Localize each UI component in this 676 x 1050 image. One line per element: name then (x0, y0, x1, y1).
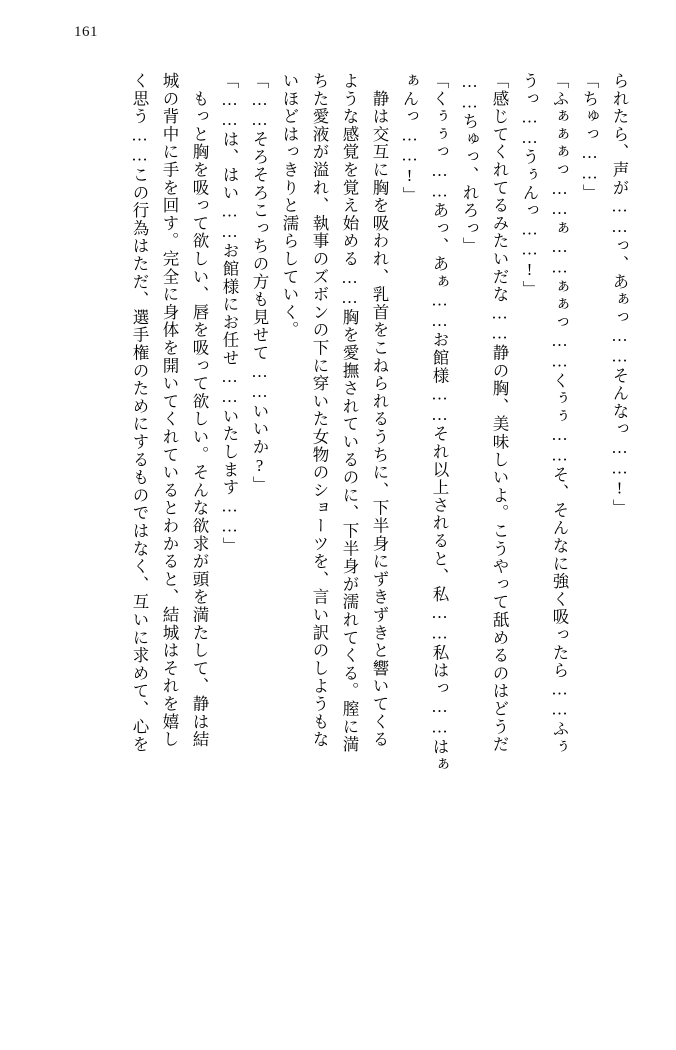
text-column: 「……そろそろこっちの方も見せて……いいか?」 (250, 72, 269, 494)
text-column: 城の背中に手を回す。完全に身体を開いてくれているとわかると、結城はそれを嬉し (160, 72, 179, 749)
text-column: ぁんっ……!」 (400, 72, 419, 205)
text-column: 「感じてくれてるみたいだな……静の胸、美味しいよ。こうやって舐めるのはどうだ (490, 72, 509, 754)
text-column: ちた愛液が溢れ、執事のズボンの下に穿いた女物のショーツを、言い訳のしようもな (310, 72, 329, 749)
page-number: 161 (74, 24, 98, 40)
text-column: いほどはっきりと濡らしていく。 (280, 72, 299, 339)
text-column: 静は交互に胸を吸われ、乳首をこねられるうちに、下半身にずきずきと響いてくる (370, 72, 389, 749)
text-column: ような感覚を覚え始める……胸を愛撫されているのに、下半身が濡れてくる。膣に満 (340, 72, 359, 754)
text-column: ……ちゅっ、れろっ」 (460, 72, 479, 255)
text-column: く思う……この行為はただ、選手権のためにするものではなく、互いに求めて、心を (130, 72, 149, 754)
vertical-text-body (62, 72, 634, 1012)
text-column: 「……は、はい……お館様にお任せ……いたします……」 (220, 72, 239, 555)
text-column: もっと胸を吸って欲しい、唇を吸って欲しい。そんな欲求が頭を満たして、静は結 (190, 72, 209, 749)
text-column: うっ……うぅんっ……!」 (520, 72, 539, 299)
text-column: 「ふぁぁぁっ……ぁ……ぁぁっ……くぅぅ……そ、そんなに強く吸ったら……ふぅ (550, 72, 569, 756)
text-column: られたら、声が……っ、あぁっ……そんなっ……!」 (610, 72, 629, 517)
text-column: 「ちゅっ……」 (580, 72, 599, 202)
text-column: 「くぅぅっ……あっ、あぁ……お館様……それ以上されると、私……私はっ……はぁ (430, 72, 449, 774)
